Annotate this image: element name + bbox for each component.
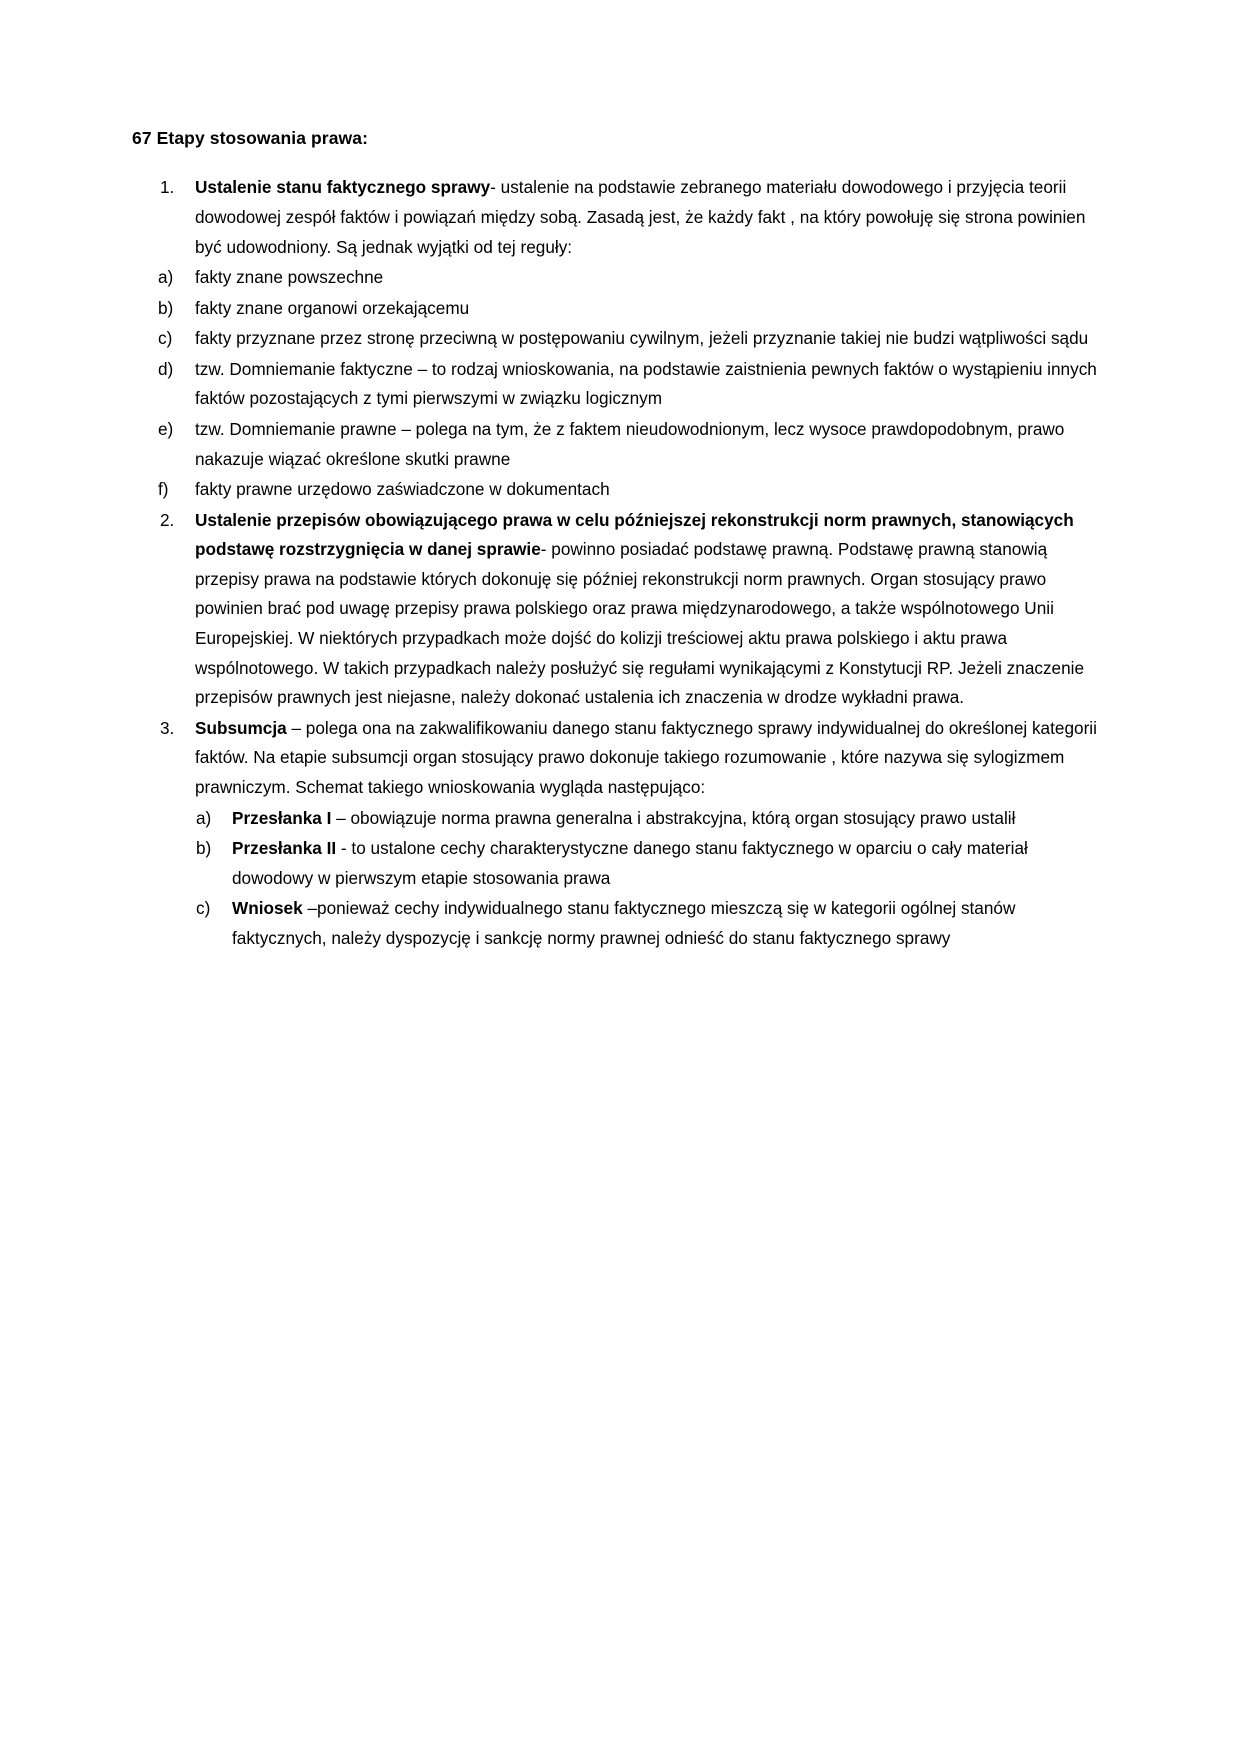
list-item-text: fakty przyznane przez stronę przeciwną w postępowaniu cywilnym, jeżeli przyznanie takiej nie budzi wątpliwości sądu: [195, 328, 1089, 349]
list-item-text: tzw. Domniemanie prawne – polega na tym, że z faktem nieudowodnionym, lecz wysoce prawdopodobnym, prawo nakazuje wiązać określone skutki prawne: [195, 419, 1065, 469]
list-item-marker: a): [196, 807, 212, 828]
list-item: [132, 173, 1108, 262]
list-item-text: – obowiązuje norma prawna generalna i abstrakcyjna, którą organ stosujący prawo ustalił: [331, 807, 1016, 828]
list-item: [132, 475, 1108, 505]
list-item-marker: a): [158, 267, 174, 288]
list-item: [132, 804, 1108, 834]
list-item: [132, 894, 1108, 953]
list-item-text: fakty prawne urzędowo zaświadczone w dokumentach: [195, 479, 610, 500]
list-item-marker: b): [196, 838, 212, 859]
page-title: 67 Etapy stosowania prawa:: [132, 128, 369, 148]
list-item-text: fakty znane powszechne: [195, 267, 384, 288]
list-item-text: –ponieważ cechy indywidualnego stanu faktycznego mieszczą się w kategorii ogólnej stanów faktycznych, należy dyspozycję i sankcję normy prawnej odnieść do stanu faktycznego sprawy: [232, 898, 1016, 948]
list-item-lead: Subsumcja: [195, 717, 287, 738]
list-item-marker: f): [158, 479, 169, 500]
list-item-marker: b): [158, 297, 174, 318]
outline-list: [132, 173, 1108, 953]
list-item-marker: e): [158, 419, 174, 439]
list-item: [132, 355, 1108, 414]
list-item-marker: c): [158, 328, 173, 349]
list-item-marker: d): [158, 358, 174, 379]
list-item: [132, 714, 1108, 803]
list-item: [132, 294, 1108, 324]
list-item-marker: 1.: [160, 177, 175, 198]
list-item-marker: 3.: [160, 717, 175, 738]
list-item: [132, 324, 1108, 354]
list-item-lead: Przesłanka I: [232, 807, 332, 828]
list-item-text: fakty znane organowi orzekającemu: [195, 297, 470, 318]
list-item-lead: Ustalenie przepisów obowiązującego prawa w celu późniejszej rekonstrukcji norm prawnych, stanowiących podstawę rozstrzygnięcia w danej sprawie: [195, 509, 1074, 560]
list-item: [132, 506, 1108, 713]
list-item: [132, 415, 1108, 474]
list-item-text: – polega ona na zakwalifikowaniu danego stanu faktycznego sprawy indywidualnej do określonej kategorii faktów. Na etapie subsumcji organ stosujący prawo dokonuje takiego rozumowanie , które nazywa się sylogizmem prawniczym. Schemat takiego wnioskowania wygląda następująco:: [195, 717, 1097, 797]
list-item: [132, 834, 1108, 893]
list-item-lead: Wniosek: [232, 898, 303, 919]
list-item-marker: 2.: [160, 509, 175, 530]
list-item: [132, 263, 1108, 293]
list-item-text: - to ustalone cechy charakterystyczne danego stanu faktycznego w oparciu o cały materiał dowodowy w pierwszym etapie stosowania prawa: [232, 838, 1028, 888]
list-item-text: - powinno posiadać podstawę prawną. Podstawę prawną stanowią przepisy prawa na podstawie których dokonuję się później rekonstrukcji norm prawnych. Organ stosujący prawo powinien brać pod uwagę przepisy prawa polskiego oraz prawa międzynarodowego, a także wspólnotowego Unii Europejskiej. W niektórych przypadkach może dojść do kolizji treściowej aktu prawa polskiego i aktu prawa wspólnotowego. W takich przypadkach należy posłużyć się regułami wynikającymi z Konstytucji RP. Jeżeli znaczenie przepisów prawnych jest niejasne, należy dokonać ustalenia ich znaczenia w drodze wykładni prawa.: [195, 539, 1085, 708]
list-item-text: - ustalenie na podstawie zebranego materiału dowodowego i przyjęcia teorii dowodowej zespół faktów i powiązań między sobą. Zasadą jest, że każdy fakt , na który powołuję się strona powinien być udowodniony. Są jednak wyjątki od tej reguły:: [195, 177, 1086, 257]
list-item-marker: c): [196, 898, 211, 919]
list-item-text: tzw. Domniemanie faktyczne – to rodzaj wnioskowania, na podstawie zaistnienia pewnych faktów o wystąpieniu innych faktów pozostających z tymi pierwszymi w związku logicznym: [195, 358, 1097, 409]
list-item-lead: Przesłanka II: [232, 838, 337, 859]
list-item-lead: Ustalenie stanu faktycznego sprawy: [195, 177, 491, 198]
